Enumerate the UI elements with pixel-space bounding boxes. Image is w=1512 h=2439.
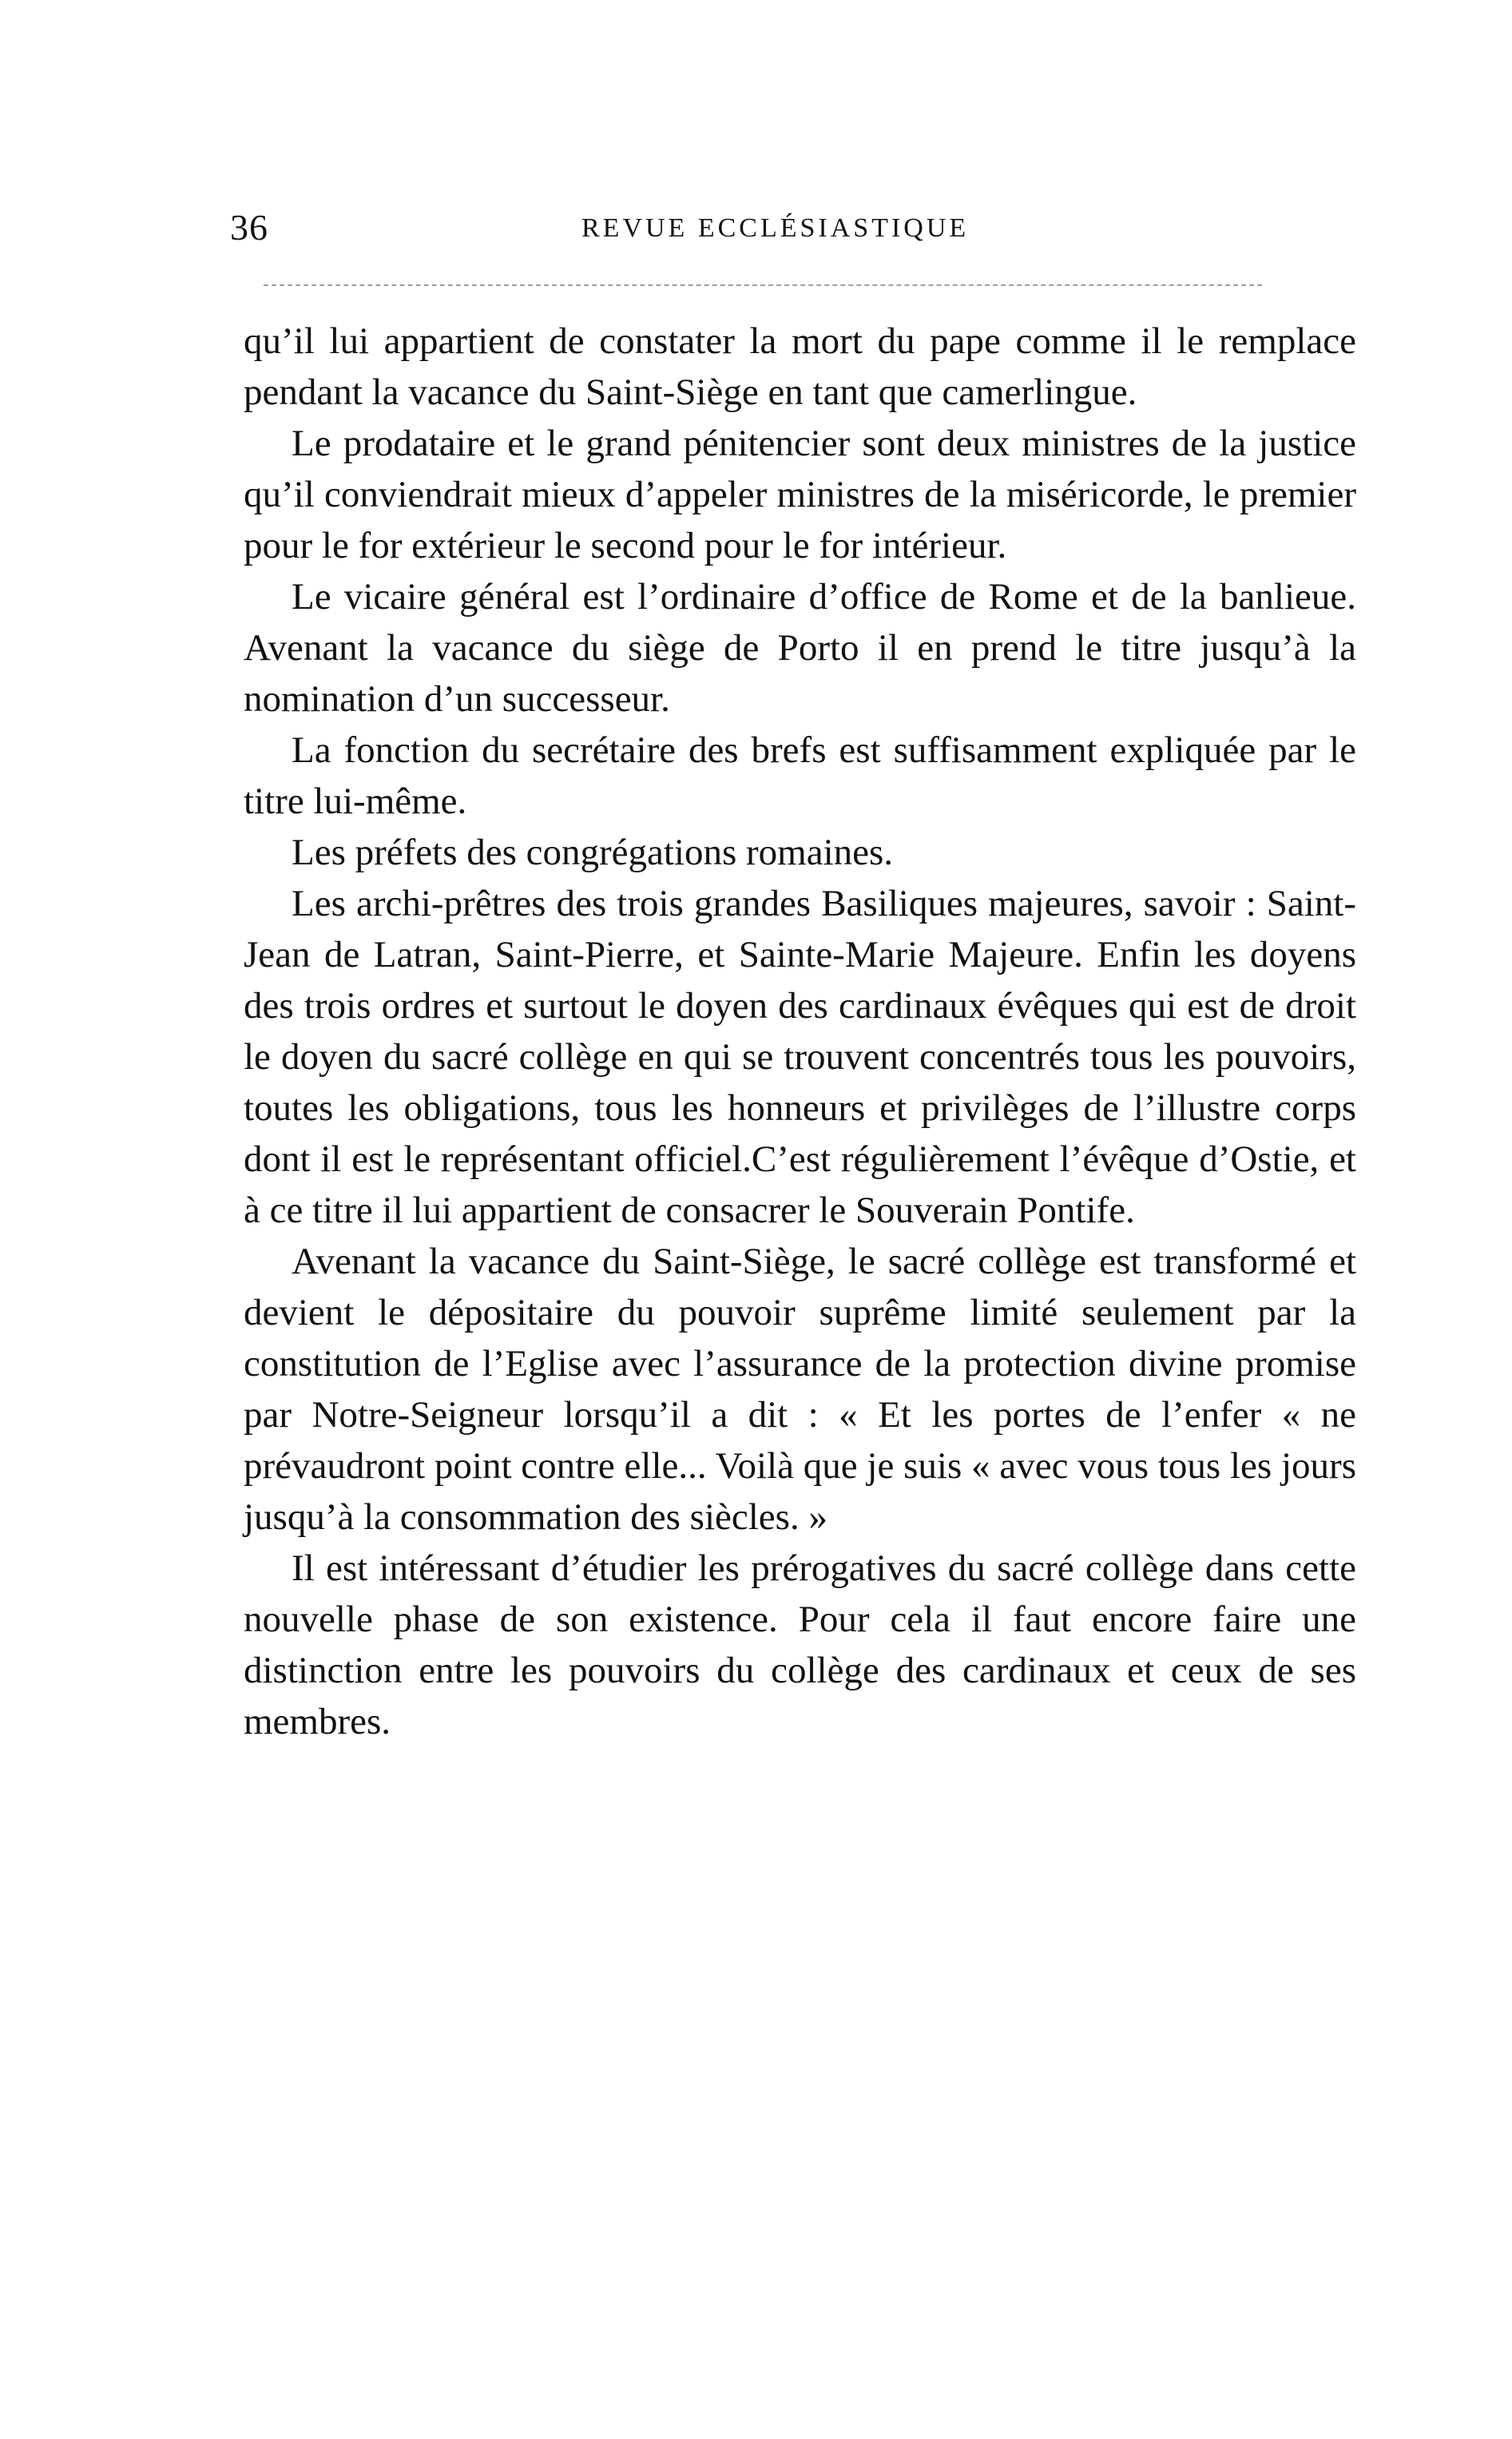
paragraph: qu’il lui appartient de constater la mort du pape comme il le remplace pendant la vacance du Saint-Siège en tant que camerlingue. <box>244 320 1356 413</box>
page-number: 36 <box>230 207 268 248</box>
paragraph: Les préfets des congrégations romaines. <box>292 832 894 873</box>
journal-title: REVUE ECCLÉSIASTIQUE <box>581 213 970 243</box>
paragraph: Les archi-prêtres des trois grandes Basiliques majeures, savoir : Saint-Jean de Latran, Saint-Pierre, et Sainte-Marie Majeure. Enfin les doyens des trois ordres et surtout le doyen des cardinaux évêques qui est de droit le doyen du sacré collège en qui se trouvent concentrés tous les pouvoirs, toutes les obligations, tous les honneurs et privilèges de l’illustre corps dont il est le représentant officiel.C’est régulièrement l’évêque d’Ostie, et à ce titre il lui appartient de consacrer le Souverain Pontife. <box>244 883 1356 1231</box>
running-head <box>230 204 1372 252</box>
paragraph: Il est intéressant d’étudier les prérogatives du sacré collège dans cette nouvelle phase de son existence. Pour cela il faut encore faire une distinction entre les pouvoirs du collège des cardinaux et ceux de ses membres. <box>244 1547 1356 1742</box>
body-text <box>244 316 1356 1747</box>
paragraph: Avenant la vacance du Saint-Siège, le sacré collège est transformé et devient le dépositaire du pouvoir suprême limité seulement par la constitution de l’Eglise avec l’assurance de la protection divine promise par Notre-Seigneur lorsqu’il a dit : « Et les portes de l’enfer « ne prévaudront point contre elle... Voilà que je suis « avec vous tous les jours jusqu’à la consommation des siècles. » <box>244 1241 1356 1538</box>
paragraph: Le vicaire général est l’ordinaire d’office de Rome et de la banlieue. Avenant la vacance du siège de Porto il en prend le titre jusqu’à la nomination d’un successeur. <box>244 576 1356 720</box>
header-rule <box>264 284 1262 286</box>
paragraph: La fonction du secrétaire des brefs est suffisamment expliquée par le titre lui-même. <box>244 729 1356 822</box>
paragraph: Le prodataire et le grand pénitencier sont deux ministres de la justice qu’il conviendrait mieux d’appeler ministres de la miséricorde, le premier pour le for extérieur le second pour le for intérieur. <box>244 423 1356 566</box>
